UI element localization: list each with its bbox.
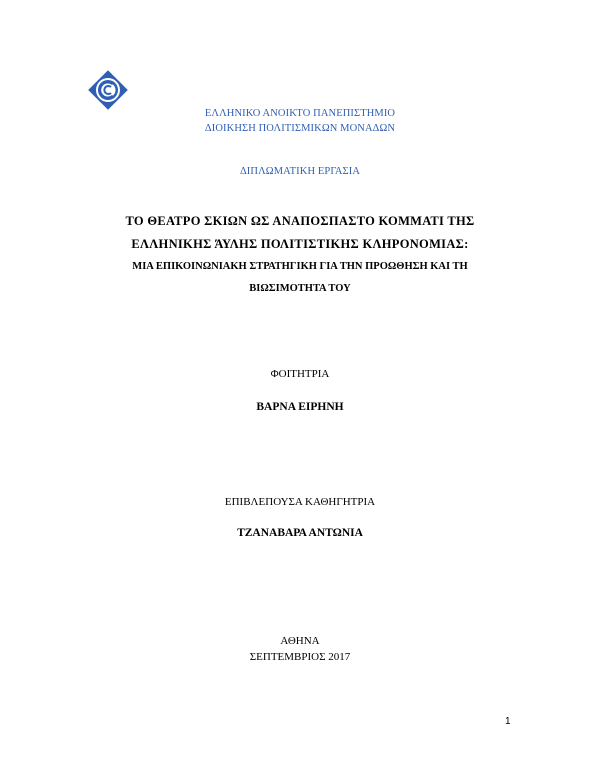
city: ΑΘΗΝΑ (280, 635, 320, 647)
eap-logo-icon (88, 70, 128, 110)
document-type: ΔΙΠΛΩΜΑΤΙΚΗ ΕΡΓΑΣΙΑ (239, 166, 361, 177)
department-name: ΔΙΟΙΚΗΣΗ ΠΟΛΙΤΙΣΜΙΚΩΝ ΜΟΝΑΔΩΝ (204, 123, 396, 134)
page-number: 1 (505, 716, 511, 727)
institution-name: ΕΛΛΗΝΙΚΟ ΑΝΟΙΚΤΟ ΠΑΝΕΠΙΣΤΗΜΙΟ (204, 108, 396, 119)
thesis-subtitle-line2: ΒΙΩΣΙΜΟΤΗΤΑ ΤΟΥ (249, 283, 351, 294)
student-label: ΦΟΙΤΗΤΡΙΑ (270, 368, 330, 380)
thesis-subtitle-line1: ΜΙΑ ΕΠΙΚΟΙΝΩΝΙΑΚΗ ΣΤΡΑΤΗΓΙΚΗ ΓΙΑ ΤΗΝ ΠΡΟΩΘΗΣΗ ΚΑΙ ΤΗ (132, 261, 468, 272)
student-name: ΒΑΡΝΑ ΕΙΡΗΝΗ (256, 401, 344, 413)
supervisor-label: ΕΠΙΒΛΕΠΟΥΣΑ ΚΑΘΗΓΗΤΡΙΑ (224, 496, 376, 508)
date: ΣΕΠΤΕΜΒΡΙΟΣ 2017 (249, 651, 351, 663)
thesis-title-line2: ΕΛΛΗΝΙΚΗΣ ΆΥΛΗΣ ΠΟΛΙΤΙΣΤΙΚΗΣ ΚΛΗΡΟΝΟΜΙΑΣ: (131, 237, 469, 251)
thesis-title-line1: ΤΟ ΘΕΑΤΡΟ ΣΚΙΩΝ ΩΣ ΑΝΑΠΟΣΠΑΣΤΟ ΚΟΜΜΑΤΙ ΤΗΣ (125, 214, 475, 228)
supervisor-name: ΤΖΑΝΑΒΑΡΑ ΑΝΤΩΝΙΑ (237, 527, 363, 539)
